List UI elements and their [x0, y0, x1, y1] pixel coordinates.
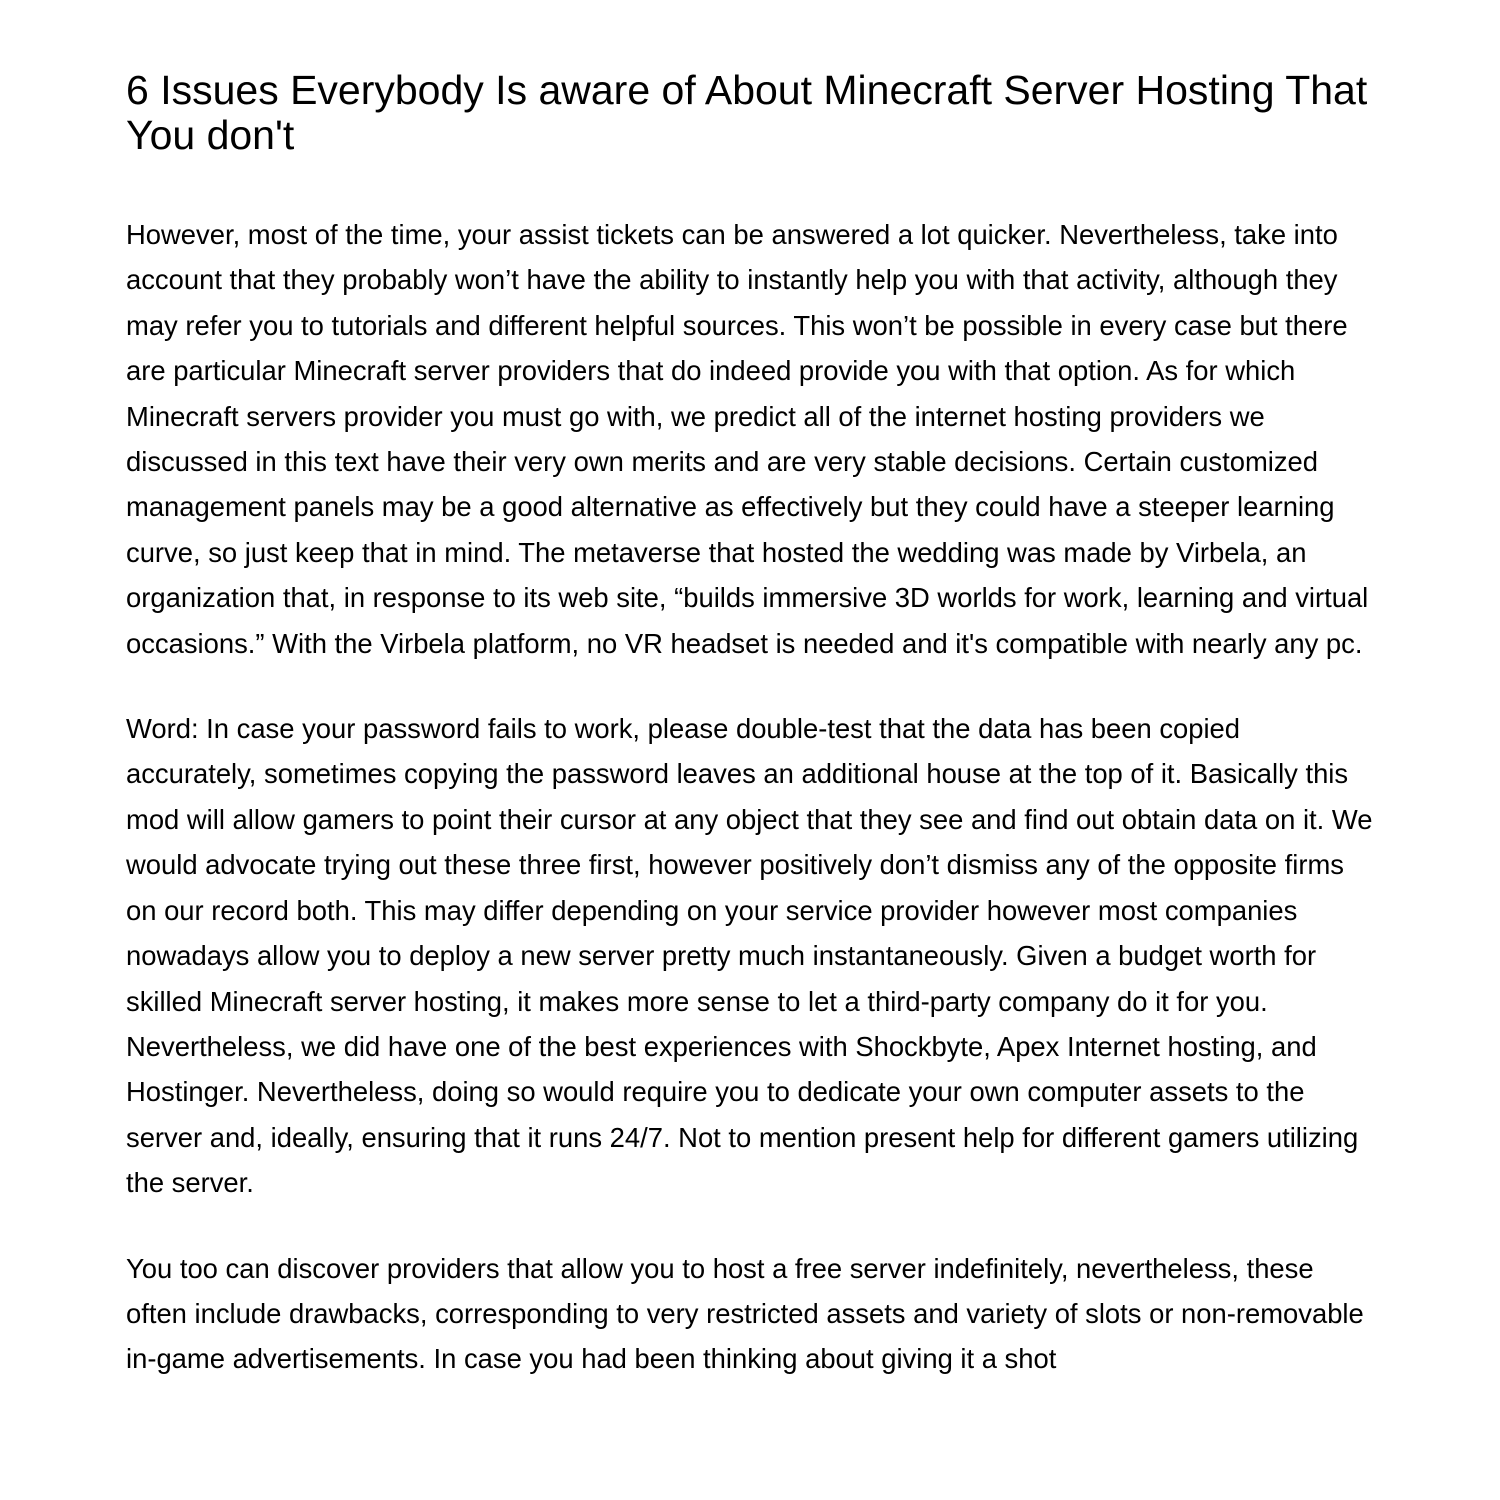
document-body — [126, 68, 1376, 1382]
page-title: 6 Issues Everybody Is aware of About Minecraft Server Hosting That You don't — [126, 67, 1368, 158]
paragraph-2: Word: In case your password fails to work, please double-test that the data has been copied accurately, sometimes copying the password leaves an additional house at the top of it. Basically this mod will allow gamers to point their cursor at any object that they see and find out obtain data on it. We would advocate trying out these three first, however positively don’t dismiss any of the opposite firms on our record both. This may differ depending on your service provider however most companies nowadays allow you to deploy a new server pretty much instantaneously. Given a budget worth for skilled Minecraft server hosting, it makes more sense to let a third-party company do it for you. Nevertheless, we did have one of the best experiences with Shockbyte, Apex Internet hosting, and Hostinger. Nevertheless, doing so would require you to dedicate your own computer assets to the server and, ideally, ensuring that it runs 24/7. Not to mention present help for different gamers utilizing the server. — [126, 713, 1373, 1199]
paragraph-1: However, most of the time, your assist tickets can be answered a lot quicker. Nevertheless, take into account that they probably won’t have the ability to instantly help you with that activity, although they may refer you to tutorials and different helpful sources. This won’t be possible in every case but there are particular Minecraft server providers that do indeed provide you with that option. As for which Minecraft servers provider you must go with, we predict all of the internet hosting providers we discussed in this text have their very own merits and are very stable decisions. Certain customized management panels may be a good alternative as effectively but they could have a steeper learning curve, so just keep that in mind. The metaverse that hosted the wedding was made by Virbela, an organization that, in response to its web site, “builds immersive 3D worlds for work, learning and virtual occasions.” With the Virbela platform, no VR headset is needed and it's compatible with nearly any pc. — [126, 219, 1369, 659]
paragraph-3: You too can discover providers that allow you to host a free server indefinitely, nevertheless, these often include drawbacks, corresponding to very restricted assets and variety of slots or non-removable in-game advertisements. In case you had been thinking about giving it a shot — [126, 1252, 1364, 1375]
